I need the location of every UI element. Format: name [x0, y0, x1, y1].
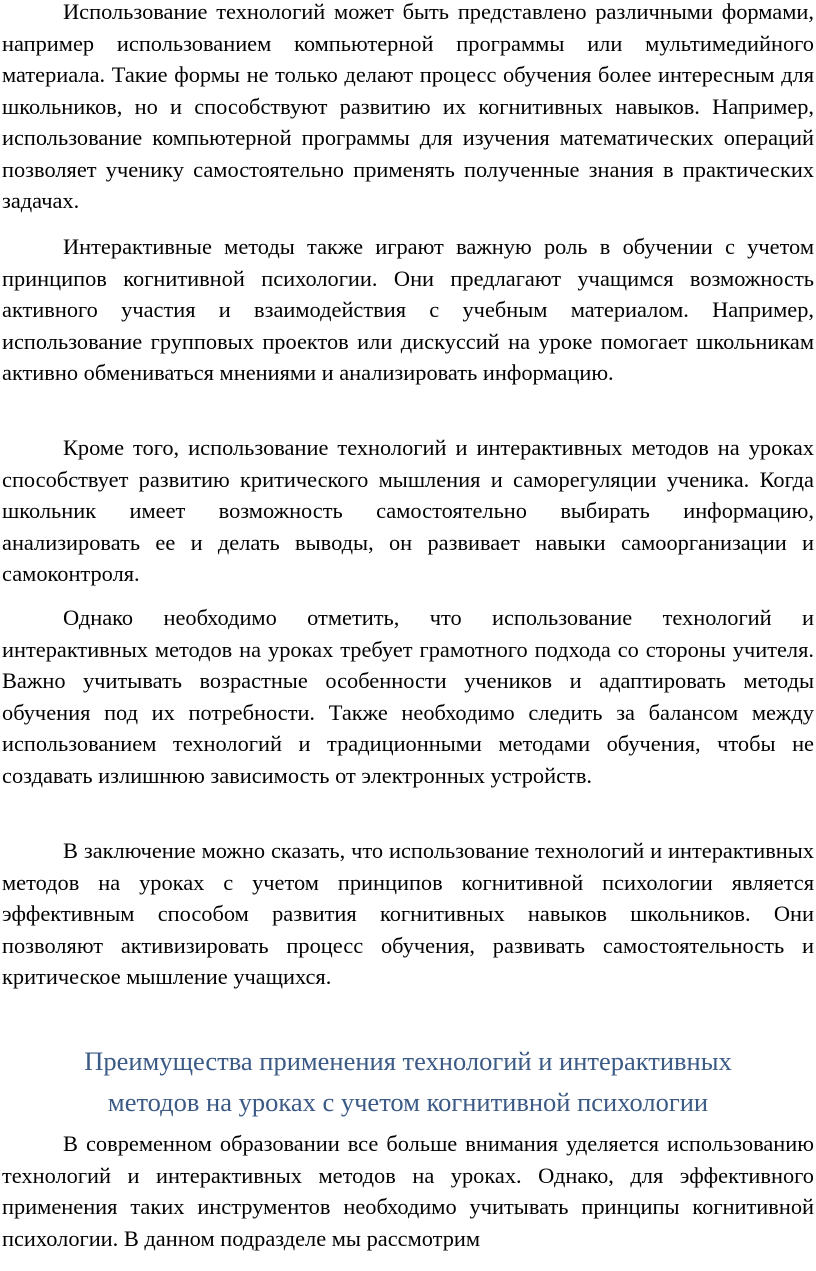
- section-heading-line-1: Преимущества применения технологий и интерактивных: [84, 1046, 732, 1076]
- paragraph-interactive-methods: Интерактивные методы также играют важную роль в обучении с учетом принципов когнитивной психологии. Они предлагают учащимся возможность активного участия и взаимодействия с учебным материалом. Например, использование групповых проектов или дискуссий на уроке помогает школьникам активно обмениваться мнениями и анализировать информацию.: [2, 234, 814, 385]
- section-heading: [0, 1041, 816, 1123]
- paragraph-critical-thinking: Кроме того, использование технологий и интерактивных методов на уроках способствует развитию критического мышления и саморегуляции ученика. Когда школьник имеет возможность самостоятельно выбирать информацию, анализировать ее и делать выводы, он развивает навыки самоорганизации и самоконтроля.: [2, 435, 814, 586]
- paragraph-technology-forms: Использование технологий может быть представлено различными формами, например использованием компьютерной программы или мультимедийного материала. Такие формы не только делают процесс обучения более интересным для школьников, но и способствуют развитию их когнитивных навыков. Например, использование компьютерной программы для изучения математических операций позволяет ученику самостоятельно применять полученные знания в практических задачах.: [2, 0, 814, 213]
- paragraph-conclusion: В заключение можно сказать, что использование технологий и интерактивных методов на уроках с учетом принципов когнитивной психологии является эффективным способом развития когнитивных навыков школьников. Они позволяют активизировать процесс обучения, развивать самостоятельность и критическое мышление учащихся.: [2, 838, 814, 989]
- paragraph-section-intro: В современном образовании все больше внимания уделяется использованию технологий и интерактивных методов на уроках. Однако, для эффективного применения таких инструментов необходимо учитывать принципы когнитивной психологии. В данном подразделе мы рассмотрим: [2, 1131, 814, 1251]
- paragraph-teacher-approach: Однако необходимо отметить, что использование технологий и интерактивных методов на уроках требует грамотного подхода со стороны учителя. Важно учитывать возрастные особенности учеников и адаптировать методы обучения под их потребности. Также необходимо следить за балансом между использованием технологий и традиционными методами обучения, чтобы не создавать излишнюю зависимость от электронных устройств.: [2, 605, 814, 788]
- section-heading-line-2: методов на уроках с учетом когнитивной психологии: [107, 1087, 709, 1117]
